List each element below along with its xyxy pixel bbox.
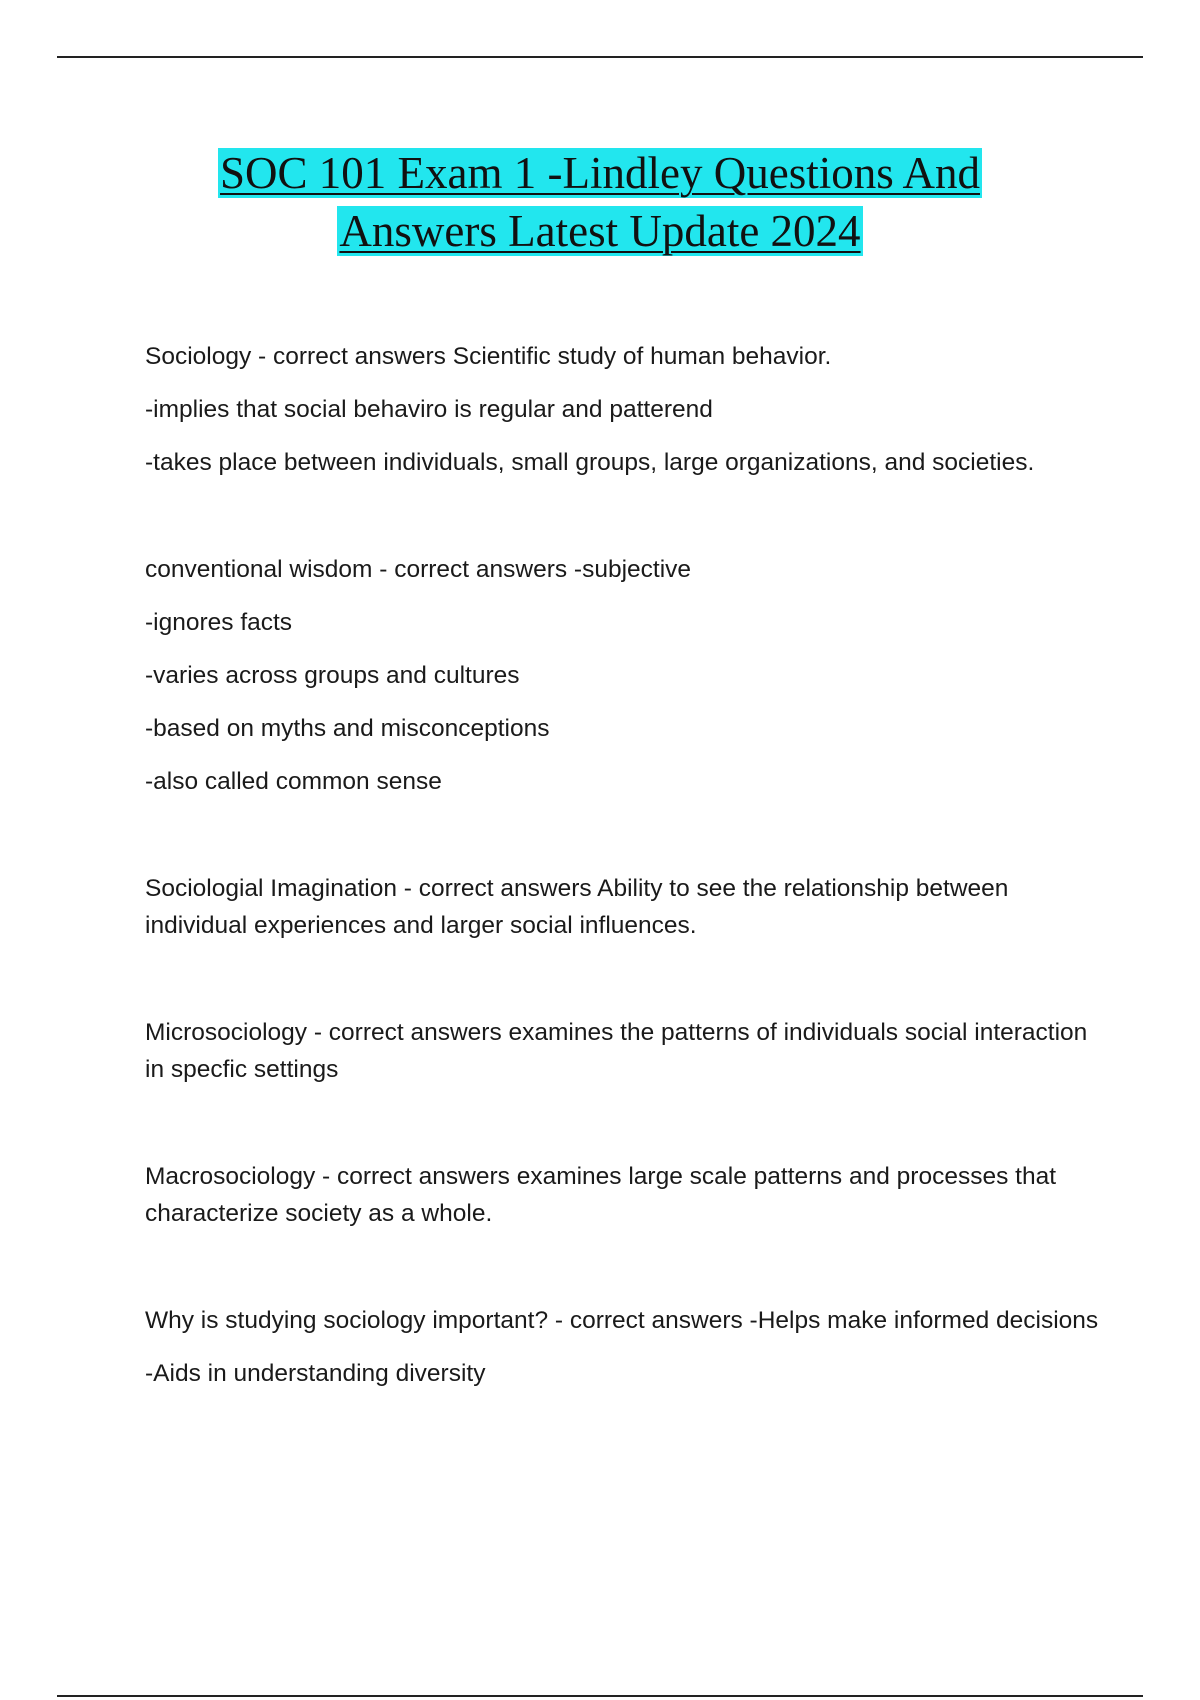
qa-entry-why-study-sociology	[145, 1302, 1105, 1392]
qa-entry-conventional-wisdom	[145, 551, 1105, 800]
qa-line: Macrosociology - correct answers examines large scale patterns and processes that characterize society as a whole.	[145, 1163, 1056, 1227]
qa-entry-microsociology	[145, 1014, 1105, 1088]
qa-line: -implies that social behaviro is regular and patterend	[145, 396, 713, 423]
qa-line: -varies across groups and cultures	[145, 662, 520, 689]
qa-line: -ignores facts	[145, 609, 293, 636]
qa-line: Microsociology - correct answers examines the patterns of individuals social interaction in specfic settings	[145, 1019, 1088, 1083]
document-body	[145, 338, 1105, 1408]
qa-line: Sociologial Imagination - correct answers Ability to see the relationship between individual experiences and larger social influences.	[145, 875, 1009, 939]
top-rule	[57, 56, 1143, 58]
qa-line: Sociology - correct answers Scientific study of human behavior.	[145, 343, 832, 370]
qa-line: Why is studying sociology important? - correct answers -Helps make informed decisions	[145, 1307, 1099, 1334]
qa-entry-sociological-imagination	[145, 870, 1105, 944]
qa-line: -also called common sense	[145, 768, 442, 795]
qa-line: conventional wisdom - correct answers -subjective	[145, 556, 692, 583]
title-line-1: SOC 101 Exam 1 -Lindley Questions And	[220, 148, 980, 198]
qa-line: -Aids in understanding diversity	[145, 1360, 486, 1387]
document-title	[100, 144, 1100, 260]
qa-entry-macrosociology	[145, 1158, 1105, 1232]
bottom-rule	[57, 1695, 1143, 1697]
qa-line: -based on myths and misconceptions	[145, 715, 550, 742]
title-line-2: Answers Latest Update 2024	[339, 206, 861, 256]
qa-entry-sociology	[145, 338, 1105, 481]
qa-line: -takes place between individuals, small groups, large organizations, and societies.	[145, 449, 1035, 476]
